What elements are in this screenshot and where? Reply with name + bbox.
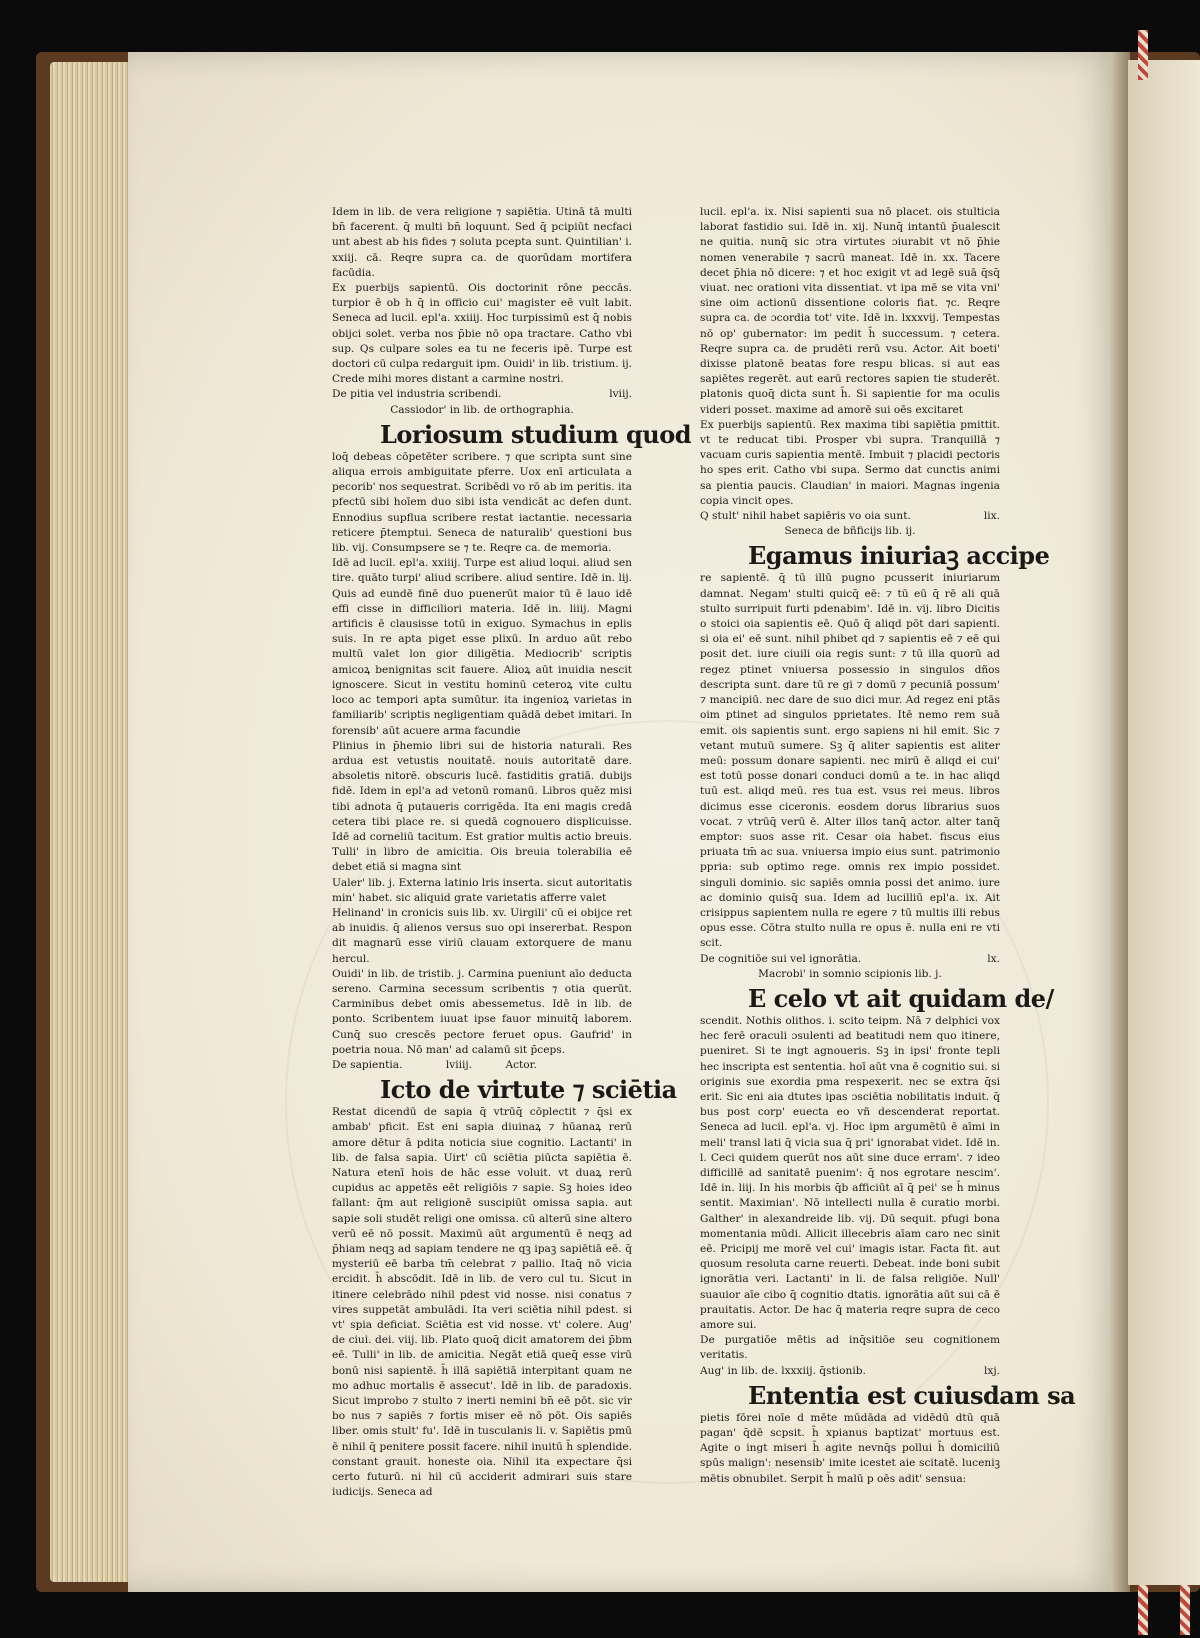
paragraph: pietis fōrei noīe d mēte mūdāda ad vidēdū dtū quā pagan' q̄dē scpsit. h̄ xpianus baptizat' mortuus est. Agite o ingt miseri h̄ agite nevnq̄s pollui h̄ domiciliū spūs malign': nesensib' imite icestet aie scitatē. luceniꝫ mētis obnubilet. Serpit h̄ malū p oēs adit' sensua: xyxy=(700,1411,1000,1485)
paragraph: lucil. epl'a. ix. Nisi sapienti sua nō placet. ois stulticia laborat fastidio sui. Idē in. xij. Nunq̄ intantū p̄ualescit ne quitia. nunq̄ sic ɔtra virtutes ɔiurabit vt nō p̄hie nomen venerabile ⁊ sacrū maneat. Idē in. xx. Tacere decet p̄hia nō dicere: ⁊ et hoc exigit vt ad legē suā q̄sq̄ viuat. nec orationi vita dissentiat. vt ipa mē se vita vni' sine oim actionū dissentione coloris fiat. ⁊c. Reqre supra ca. de ɔcordia tot' vite. Idē in. lxxxvij. Tempestas nō op' gubernator: im pedit h̄ successum. ⁊ cetera. Reqre supra ca. de prudēti rerū vsu. Actor. Ait boeti' dixisse platonē beatas fore respu blicas. si aut eas sapiētes regerēt. aut earū rectores sapien tie studerēt. platonis quoq̄ dicta sunt h̄. Si sapientie for ma oculis videri posset. maxime ad amorē sui oēs excitaret xyxy=(700,206,1000,416)
right-text-column xyxy=(700,205,1076,1487)
paragraph: loq̄ debeas cōpetēter scribere. ⁊ que scripta sunt sine aliqua errois ambiguitate pferre. Uox enī articulata a pecorib' nos sequestrat. Scribēdi vo rō ab im peritis. ita pfectū sibi hoīem duo sibi ista vendicāt ac defen dunt. Ennodius supflua scribere restat iactantie. necessaria reticere p̄temptui. Seneca de naturalib' questioni bus lib. vij. Consumpsere se ⁊ te. Reqre ca. de memoria. xyxy=(332,450,632,555)
source-line: Actor. xyxy=(505,1058,537,1071)
section-heading xyxy=(700,952,1000,967)
chapter-heading: E celo vt ait quidam de/ xyxy=(748,983,1054,1013)
paragraph: Ex puerbijs sapientū. Ois doctorinit rōne peccās. turpior ē ob h q̄ in officio cui' magister eē vult labit. Seneca ad lucil. epl'a. xxiiij. Hoc turpissimū est q̄ nobis obijci solet. verba nos p̄bie nō opa tractare. Catho vbi sup. Qs culpare soles ea tu ne feceris ipē. Turpe est doctori cū culpa redarguit ipm. Ouidi' in lib. tristium. ij. Crede mihi mores distant a carmine nostri. xyxy=(332,282,632,386)
source-line-row xyxy=(700,1364,1000,1379)
chapter-heading: Icto de virtute ⁊ sciētia xyxy=(380,1075,677,1105)
section-title: De cognitiōe sui vel ignorātia. xyxy=(700,952,862,965)
paragraph: scendit. Nothis olithos. i. scito teipm. Nā ⁊ delphici vox hec ferē oraculi ɔsulenti ad beatitudi nem quo itinere, pueniret. Si te ingt agnoueris. Sꝫ in ipsi' fronte tepli hec inscripta est sententia. hoī aūt vna ē cognitio sui. si originis sue exordia pma respexerit. nec se extra q̄si erit. Sic eni aia dtutes ipas ɔsciētia nobilitatis induit. q̄ bus post corp' euecta eo vñ descenderat reportat. Seneca ad lucil. epl'a. vj. Hoc ipm argumētū ē aīmi in meli' transl lati q̄ vicia sua q̄ pri' ignorabat videt. Idē in. l. Ceci quidem querūt nos aūt sine duce erram'. ⁊ ideo difficillē ad sanitatē puenim': q̄ nos egrotare nescim'. Idē in. liij. In his morbis q̄b afficiūt aī q̄ pei' se h̄ minus sentit. Maximian'. Nō intellecti nulla ē curatio morbi. Galther' in alexandreide lib. vij. Dū sequit. pfugi bona momentania mūdi. Allicit illecebris aīam caro nec sinit eē. Pricipij me morē vel cui' imagis istar. Facta fit. aut quosum resoluta carne reuerti. Debeat. inde boni subit ignorātia veri. Lactanti' in li. de falsa religiōe. Null' suauior aīe cibo q̄ cognitio dtatis. ignorātia aūt sui cā ē prauitatis. Actor. De hac q̄ materia reqre supra de ceco amore sui. xyxy=(700,1014,1000,1332)
chapter-number: lviiij. xyxy=(445,1058,473,1071)
page-edges xyxy=(50,62,136,1582)
section-title: De sapientia. xyxy=(332,1058,403,1071)
section-title: De pitia vel industria scribendi. xyxy=(332,388,502,401)
source-line: Seneca de bñficijs lib. ij. xyxy=(784,525,916,538)
ribbon-marker xyxy=(1180,1585,1190,1635)
chapter-number: lix. xyxy=(983,510,1000,523)
paragraph: Restat dicendū de sapia q̄ vtrūq̄ cōplectit ⁊ q̄si ex ambab' pficit. Est eni sapia diuinaꝝ ⁊ hūanaꝝ rerū amore dētur ā pdita noticia siue cognitio. Lactanti' in lib. de falsa sapia. Uirt' cū sciētia piūcta sapiētia ē. Natura etenī hois de hāc esse voluit. vt duaꝝ rerū cupidus ac appetēs eēt religiōis ⁊ sapie. Sꝫ hoies ideo fallant: q̄m aut religionē suscipiūt omissa sapia. aut sapie soli studēt religi one omissa. cū alterū sine altero verū eē nō possit. Maximū aūt argumentū ē neqꝫ ad p̄hiam neqꝫ ad sapiam tendere ne qꝫ ipaꝫ sapiētiā eē. q̄ mysteriū eē barba tm̄ celebrat ⁊ pallio. Itaq̄ nō vicia ercidit. h̄ abscōdit. Idē in lib. de vero cul tu. Sicut in itinere celebrādo nihil pdest vid nosse. nisi conatus ⁊ vires suppetāt ambulādi. Ita veri sciētia nihil pdest. si vt' spia deficiat. Sciētia est vid nosse. vt' colere. Aug' de ciui. dei. viij. lib. Plato quoq̄ dicit amatorem dei p̄bm eē. Tulli' in lib. de amicitia. Negāt etiā queq̄ esse virū bonū nisi sapientē. h̄ illā sapiētiā interpitant quam ne mo adhuc mortalis ē assecut'. Idē in lib. de paradoxis. Sicut improbo ⁊ stulto ⁊ inerti nemini bn̄ eē pōt. sic vir bo nus ⁊ sapiēs ⁊ fortis miser eē nō pōt. Ois sapiēs liber. omis stult' fu'. Idē in tusculanis li. v. Sapiētis pmū ē nihil q̄ penitere possit facere. nihil inuitū h̄ splendide. constant grauit. honeste oia. Nihil ita expectare q̄si certo futurū. ni hil cū acciderit admirari suis stare iudicijs. Seneca ad xyxy=(332,1106,632,1499)
chapter-number: lviij. xyxy=(609,388,632,401)
gutter xyxy=(1110,52,1130,1592)
paragraph: Ouidi' in lib. de tristib. j. Carmina pueniunt aīo deducta sereno. Carmina secessum scribentis ⁊ otia querūt. Carminibus debet omis abessemetus. Idē in lib. de ponto. Scribentem iuuat ipse fauor minuitq̄ laborem. Cunq̄ suo crescēs pectore feruet opus. Gaufrid' in poetria noua. Nō man' ad calamū sit p̄ceps. xyxy=(332,967,632,1056)
ribbon-marker xyxy=(1138,1585,1148,1635)
ribbon-marker xyxy=(1138,30,1148,80)
right-page-edge xyxy=(1128,60,1200,1585)
paragraph: re sapientē. q̄ tū illū pugno pcusserit iniuriarum damnat. Negam' stulti quicq̄ eē: ⁊ tū eū q̄ rē ali quā stulto surripuit furti pdenabim'. Idē in. vij. libro Dicitis o stoici oia sapientis eē. Quō q̄ aliqd pōt dari sapienti. si oia ei' eē sunt. nihil phibet qd ⁊ sapientis eē ⁊ eē qui posit det. iure ciuili oia regis sunt: ⁊ tū illa quorū ad regez ptinet vniuersa possessio in singulos dños descripta sunt. dare tū re gi ⁊ domū ⁊ pecuniā possum' ⁊ mancipiū. nec dare de suo dici mur. Ad regez eni ptās oim ptinet ad singulos pprietates. Itē nemo rem suā emit. ois sapientis sunt. ergo sapiens ni hil emit. Sic ⁊ vetant mutuū sumere. Sꝫ q̄ aliter sapientis est aliter meū: possum donare sapienti. nec mirū ē aliqd ei cui' est totū posse donari conduci domū a te. in hac aliqd tuū est. aliqd meū. res tua est. vsus rei meus. libros dicimus esse ciceronis. eosdem dorus librarius suos vocat. ⁊ vtrūq̄ verū ē. Alter illos tanq̄ actor. alter tanq̄ emptor: suos asse rit. Cesar oia habet. fiscus eius priuata tm̄ ac sua. vniuersa impio eius sunt. patrimonio ppria: sub optimo rege. omnis rex impio possidet. singuli dominio. sic sapiēs omnia possi det animo. iure ac dominio quisq̄ sua. Idem ad lucilliū epl'a. ix. Ait crisippus sapientem nulla re egere ⁊ tū multis illi rebus opus esse. Cōtra stulto nulla re opus ē. nulla eni re vti scit. xyxy=(700,572,1000,950)
paragraph: Ex puerbijs sapientū. Rex maxima tibi sapiētia pmittit. vt te reducat tibi. Prosper vbi supra. Tranquillā ⁊ vacuam curis sapientia mentē. Imbuit ⁊ placidi pectoris ho spes erit. Catho vbi supa. Sermo dat cunctis animi sa pientia paucis. Claudian' in maiori. Magnas ingenia copia vincit opes. xyxy=(700,418,1000,507)
section-title: De purgatiōe mētis ad inq̄sitiōe seu cognitionem veritatis. xyxy=(700,1334,1000,1362)
left-text-column xyxy=(332,205,692,1500)
chapter-number: lx. xyxy=(987,952,1000,965)
chapter-heading: Ententia est cuiusdam sa xyxy=(748,1380,1076,1410)
section-heading xyxy=(700,509,1000,524)
chapter-heading: Egamus iniuriaꝫ accipe xyxy=(748,541,1050,571)
paragraph: Idē ad lucil. epl'a. xxiiij. Turpe est aliud loqui. aliud sen tire. quāto turpi' aliud scribere. aliud sentire. Idē in. lij. Quis ad eundē finē duo puenerūt maior tū ē lauo idē effi cisse in difficiliori materia. Idē in. liiij. Magni artificis ē clausisse totū in exiguo. Symachus in eplis suis. In re apta piget esse plixū. In arduo aūt rebo multū valet lon gior diligētia. Mediocrib' scriptis amicoꝝ benignitas scit fauere. Alioꝝ aūt inuidia nescit ignoscere. Sicut in vestitu hominū ceteroꝝ vite cultu loco ac tempori apta sumūtur. ita ingenioꝝ varietas in familiarib' scriptis negligentiam quādā debet imitari. In forensib' aūt acuere arma facundie xyxy=(332,557,632,737)
section-heading xyxy=(332,387,632,402)
chapter-number: lxj. xyxy=(983,1364,1000,1377)
section-title: Q stult' nihil habet sapiēris vo oia sunt. xyxy=(700,510,911,523)
source-line: Cassiodor' in lib. de orthographia. xyxy=(390,403,574,416)
source-line: Macrobi' in somnio scipionis lib. j. xyxy=(758,967,942,980)
paragraph: Helinand' in cronicis suis lib. xv. Uirgili' cū ei obijce ret ab inuidis. q̄ alienos versus suo opi insererbat. Respon dit magnarū esse viriū clauam extorquere de manu hercul. xyxy=(332,906,632,965)
section-heading xyxy=(332,1058,632,1073)
chapter-heading: Loriosum studium quod xyxy=(380,419,692,449)
paragraph: Idem in lib. de vera religione ⁊ sapiētia. Utinā tā multi bn̄ facerent. q̄ multi bn̄ loquunt. Sed q̄ pcipiūt necfaci unt abest ab his fides ⁊ soluta pcepta sunt. Quintilian' i. xxiij. cā. Reqre supra ca. de quorūdam mortifera facūdia. xyxy=(332,206,632,279)
section-heading xyxy=(700,1333,1000,1363)
source-line: Aug' in lib. de. lxxxiij. q̄stionib. xyxy=(700,1364,866,1377)
paragraph: Plinius in p̄hemio libri sui de historia naturali. Res ardua est vetustis nouitatē. nouis autoritatē dare. absoletis nitorē. obscuris lucē. fastiditis gratiā. dubijs fidē. Idem in epl'a ad vetonū romanū. Libros quēz misi tibi adnota q̄ putaueris corrigēda. Ita eni magis credā cetera tibi place re. si quedā cognouero displicuisse. Idē ad corneliū tacitum. Est gratior multis actio breuis. Tulli' in libro de amicitia. Ois breuia tolerabilia eē debet etiā si magna sint xyxy=(332,739,632,874)
paragraph: Ualer' lib. j. Externa latinio lris inserta. sicut autoritatis min' habet. sic aliquid grate varietatis afferre valet xyxy=(332,876,632,904)
